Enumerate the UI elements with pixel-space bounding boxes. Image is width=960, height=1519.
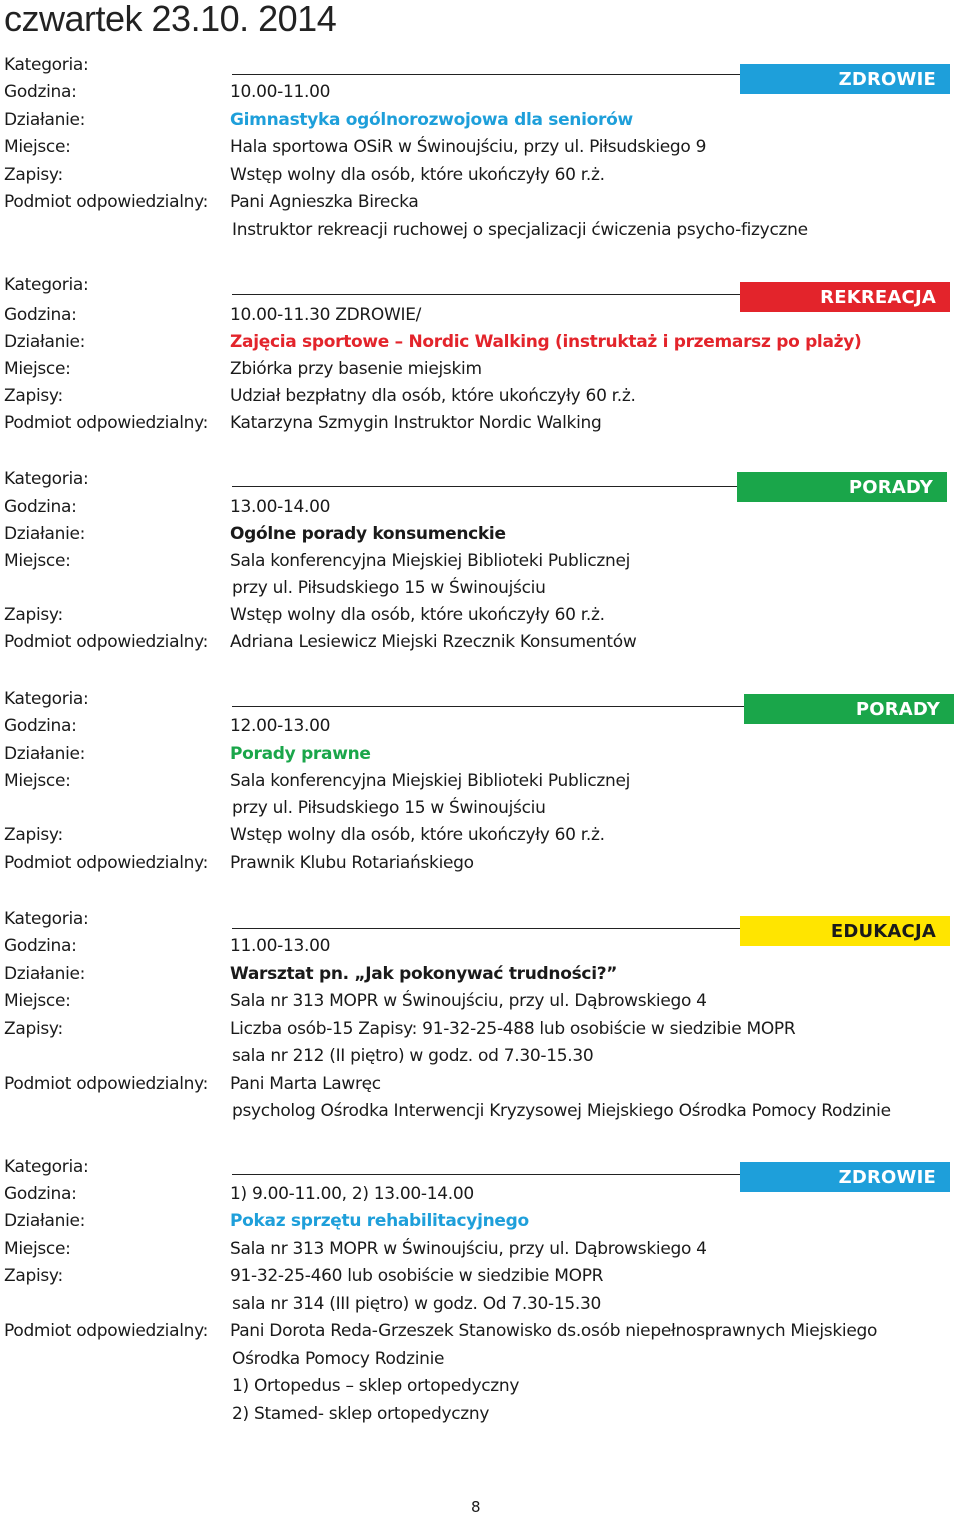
action-value: Porady prawne: [230, 744, 371, 764]
category-badge: PORADY: [737, 472, 947, 502]
time-value: 10.00-11.00: [230, 82, 331, 102]
place-label: Miejsce:: [4, 771, 71, 791]
action-label: Działanie:: [4, 524, 86, 544]
time-row: [4, 79, 330, 106]
action-row: [4, 741, 371, 768]
page-number: 8: [471, 1498, 481, 1516]
place-label: Miejsce:: [4, 1239, 71, 1259]
responsible-row: [4, 410, 602, 437]
time-label: Godzina:: [4, 305, 77, 325]
place-row: [4, 134, 706, 161]
responsible-label: Podmiot odpowiedzialny:: [4, 853, 209, 873]
time-label: Godzina:: [4, 1184, 77, 1204]
action-row: [4, 329, 861, 356]
category-label: Kategoria:: [4, 469, 89, 489]
responsible-row: [4, 850, 474, 877]
registration-value: Wstęp wolny dla osób, które ukończyły 60 r.ż.: [230, 825, 605, 845]
category-line: [232, 1174, 740, 1175]
time-row: [4, 713, 330, 740]
action-label: Działanie:: [4, 744, 86, 764]
action-value: Pokaz sprzętu rehabilitacyjnego: [230, 1211, 529, 1231]
registration-value: Wstęp wolny dla osób, które ukończyły 60 r.ż.: [230, 605, 605, 625]
registration-label: Zapisy:: [4, 165, 63, 185]
place-row: [4, 1236, 707, 1263]
category-label: Kategoria:: [4, 55, 89, 75]
action-value: Zajęcia sportowe – Nordic Walking (instruktaż i przemarsz po plaży): [230, 332, 862, 352]
responsible-row: [4, 629, 637, 656]
category-line: [232, 74, 740, 75]
time-label: Godzina:: [4, 936, 77, 956]
registration-label: Zapisy:: [4, 1019, 63, 1039]
place-value-line-2: przy ul. Piłsudskiego 15 w Świnoujściu: [232, 798, 546, 818]
action-label: Działanie:: [4, 1211, 86, 1231]
action-label: Działanie:: [4, 110, 86, 130]
category-row: [4, 686, 230, 713]
action-value: Ogólne porady konsumenckie: [230, 524, 506, 544]
category-badge: ZDROWIE: [740, 1162, 950, 1192]
responsible-row: [4, 1071, 381, 1098]
action-row: [4, 107, 633, 134]
registration-label: Zapisy:: [4, 386, 63, 406]
category-line: [232, 928, 740, 929]
registration-row: [4, 602, 605, 629]
registration-value: Liczba osób-15 Zapisy: 91-32-25-488 lub osobiście w siedzibie MOPR: [230, 1019, 796, 1039]
category-badge: ZDROWIE: [740, 64, 950, 94]
category-label: Kategoria:: [4, 909, 89, 929]
category-label: Kategoria:: [4, 275, 89, 295]
place-value: Sala nr 313 MOPR w Świnoujściu, przy ul. Dąbrowskiego 4: [230, 991, 707, 1011]
category-row: [4, 466, 230, 493]
category-row: [4, 272, 230, 299]
time-label: Godzina:: [4, 82, 77, 102]
responsible-row: [4, 1318, 877, 1345]
place-label: Miejsce:: [4, 137, 71, 157]
place-label: Miejsce:: [4, 551, 71, 571]
registration-row: [4, 1016, 795, 1043]
time-row: [4, 302, 421, 329]
category-badge: REKREACJA: [740, 282, 950, 312]
place-value: Sala konferencyjna Miejskiej Biblioteki Publicznej: [230, 771, 631, 791]
place-row: [4, 768, 630, 795]
time-value: 13.00-14.00: [230, 497, 331, 517]
time-label: Godzina:: [4, 497, 77, 517]
registration-value: 91-32-25-460 lub osobiście w siedzibie MOPR: [230, 1266, 604, 1286]
action-row: [4, 1208, 529, 1235]
registration-value-line-2: sala nr 314 (III piętro) w godz. Od 7.30-15.30: [232, 1294, 602, 1314]
category-badge: PORADY: [744, 694, 954, 724]
time-label: Godzina:: [4, 716, 77, 736]
responsible-label: Podmiot odpowiedzialny:: [4, 192, 209, 212]
registration-row: [4, 162, 605, 189]
registration-label: Zapisy:: [4, 605, 63, 625]
place-label: Miejsce:: [4, 991, 71, 1011]
responsible-value-line-3: 1) Ortopedus – sklep ortopedyczny: [232, 1376, 520, 1396]
responsible-value: Adriana Lesiewicz Miejski Rzecznik Konsumentów: [230, 632, 637, 652]
action-value: Gimnastyka ogólnorozwojowa dla seniorów: [230, 110, 633, 130]
category-line: [232, 706, 744, 707]
responsible-value: Pani Marta Lawręc: [230, 1074, 381, 1094]
registration-label: Zapisy:: [4, 825, 63, 845]
registration-value: Udział bezpłatny dla osób, które ukończyły 60 r.ż.: [230, 386, 636, 406]
time-value: 11.00-13.00: [230, 936, 331, 956]
responsible-value: Prawnik Klubu Rotariańskiego: [230, 853, 474, 873]
place-label: Miejsce:: [4, 359, 71, 379]
responsible-value-line-4: 2) Stamed- sklep ortopedyczny: [232, 1404, 490, 1424]
time-value: 10.00-11.30 ZDROWIE/: [230, 305, 422, 325]
time-value: 1) 9.00-11.00, 2) 13.00-14.00: [230, 1184, 474, 1204]
category-row: [4, 52, 230, 79]
registration-row: [4, 383, 636, 410]
action-label: Działanie:: [4, 964, 86, 984]
category-line: [232, 294, 740, 295]
category-row: [4, 906, 230, 933]
category-row: [4, 1154, 230, 1181]
action-label: Działanie:: [4, 332, 86, 352]
category-label: Kategoria:: [4, 1157, 89, 1177]
registration-row: [4, 822, 605, 849]
responsible-label: Podmiot odpowiedzialny:: [4, 1074, 209, 1094]
responsible-value-line-2: Instruktor rekreacji ruchowej o specjalizacji ćwiczenia psycho-fizyczne: [232, 220, 808, 240]
registration-label: Zapisy:: [4, 1266, 63, 1286]
responsible-value: Pani Agnieszka Birecka: [230, 192, 419, 212]
time-row: [4, 1181, 474, 1208]
responsible-label: Podmiot odpowiedzialny:: [4, 632, 209, 652]
registration-row: [4, 1263, 603, 1290]
place-value: Sala nr 313 MOPR w Świnoujściu, przy ul. Dąbrowskiego 4: [230, 1239, 707, 1259]
category-badge: EDUKACJA: [740, 916, 950, 946]
time-row: [4, 494, 330, 521]
responsible-value-line-2: Ośrodka Pomocy Rodzinie: [232, 1349, 445, 1369]
place-value-line-2: przy ul. Piłsudskiego 15 w Świnoujściu: [232, 578, 546, 598]
responsible-label: Podmiot odpowiedzialny:: [4, 1321, 209, 1341]
category-line: [232, 486, 737, 487]
registration-value-line-2: sala nr 212 (II piętro) w godz. od 7.30-15.30: [232, 1046, 594, 1066]
place-row: [4, 988, 707, 1015]
place-row: [4, 548, 630, 575]
responsible-value-line-2: psycholog Ośrodka Interwencji Kryzysowej Miejskiego Ośrodka Pomocy Rodzinie: [232, 1101, 891, 1121]
responsible-label: Podmiot odpowiedzialny:: [4, 413, 209, 433]
responsible-row: [4, 189, 419, 216]
action-row: [4, 521, 506, 548]
place-value: Hala sportowa OSiR w Świnoujściu, przy ul. Piłsudskiego 9: [230, 137, 707, 157]
time-value: 12.00-13.00: [230, 716, 331, 736]
action-value: Warsztat pn. „Jak pokonywać trudności?”: [230, 964, 618, 984]
page-title: czwartek 23.10. 2014: [4, 0, 337, 39]
place-row: [4, 356, 482, 383]
time-row: [4, 933, 330, 960]
responsible-value: Pani Dorota Reda-Grzeszek Stanowisko ds.osób niepełnosprawnych Miejskiego: [230, 1321, 878, 1341]
action-row: [4, 961, 617, 988]
registration-value: Wstęp wolny dla osób, które ukończyły 60 r.ż.: [230, 165, 605, 185]
category-label: Kategoria:: [4, 689, 89, 709]
place-value: Sala konferencyjna Miejskiej Biblioteki Publicznej: [230, 551, 631, 571]
responsible-value: Katarzyna Szmygin Instruktor Nordic Walking: [230, 413, 602, 433]
place-value: Zbiórka przy basenie miejskim: [230, 359, 482, 379]
